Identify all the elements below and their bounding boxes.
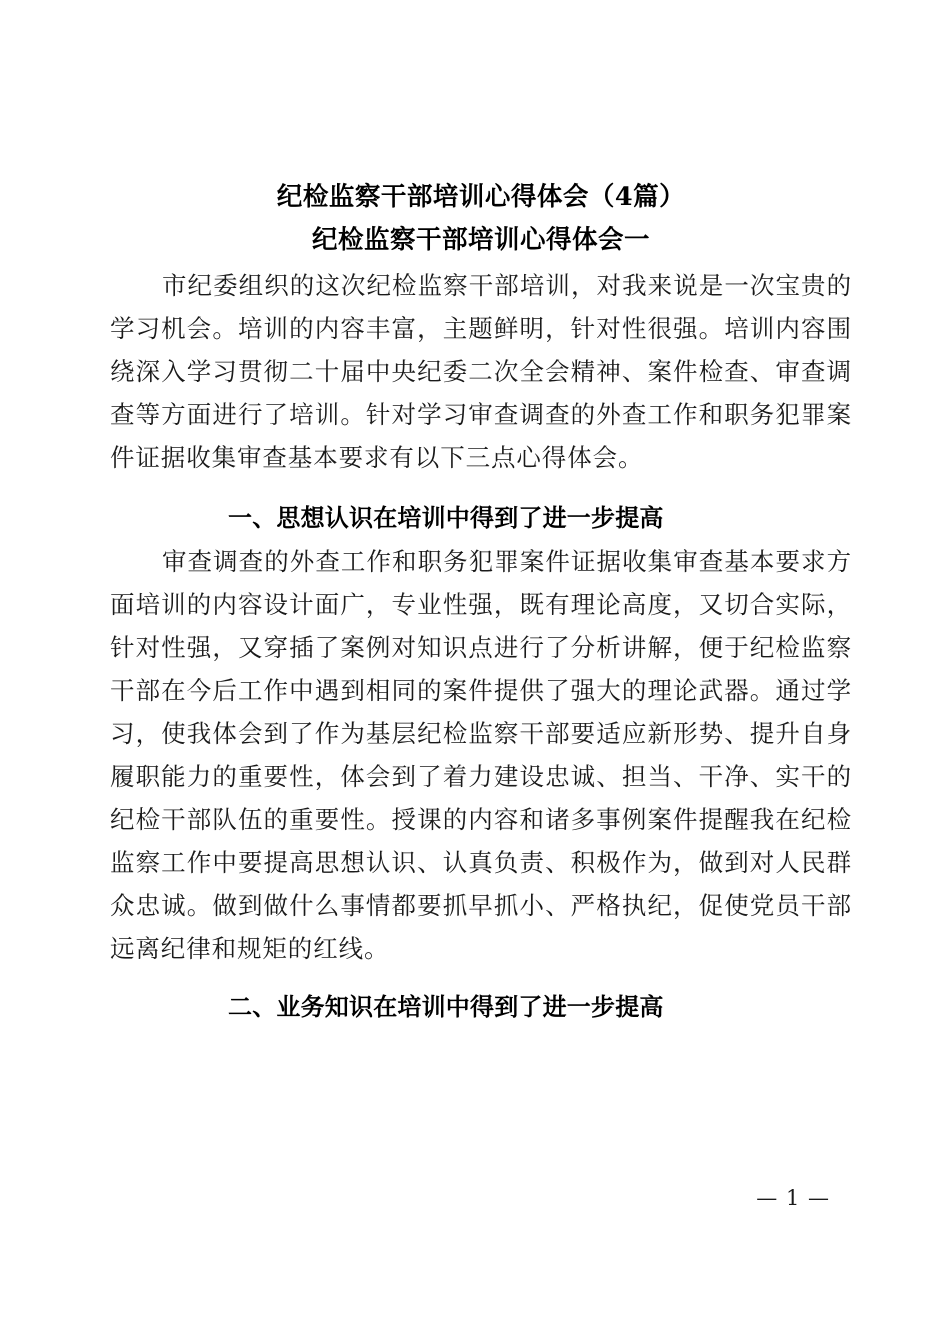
page-number-footer: — 1 —	[756, 1186, 830, 1210]
heading-spacer	[110, 970, 852, 986]
document-title: 纪检监察干部培训心得体会（4篇）	[276, 182, 686, 212]
body-paragraph-2: 审查调查的外查工作和职务犯罪案件证据收集审查基本要求方面培训的内容设计面广，专业性强，既有理论高度，又切合实际，针对性强，又穿插了案例对知识点进行了分析讲解，便于纪检监察干部在今后工作中遇到相同的案件提供了强大的理论武器。通过学习，使我体会到了作为基层纪检监察干部要适应新形势、提升自身履职能力的重要性，体会到了着力建设忠诚、担当、干净、实干的纪检干部队伍的重要性。授课的内容和诸多事例案件提醒我在纪检监察工作中要提高思想认识、认真负责、积极作为，做到对人民群众忠诚。做到做什么事情都要抓早抓小、严格执纪，促使党员干部远离纪律和规矩的红线。	[110, 547, 852, 963]
document-subtitle: 纪检监察干部培训心得体会一	[311, 225, 650, 255]
body-paragraph-1: 市纪委组织的这次纪检监察干部培训，对我来说是一次宝贵的学习机会。培训的内容丰富，主题鲜明，针对性很强。培训内容围绕深入学习贯彻二十届中央纪委二次全会精神、案件检查、审查调查等方面进行了培训。针对学习审查调查的外查工作和职务犯罪案件证据收集审查基本要求有以下三点心得体会。	[110, 271, 852, 472]
section-heading-two: 二、业务知识在培训中得到了进一步提高	[228, 994, 664, 1021]
heading-spacer	[110, 479, 852, 497]
document-content	[110, 176, 852, 1029]
section-heading-one: 一、思想认识在培训中得到了进一步提高	[228, 505, 664, 532]
